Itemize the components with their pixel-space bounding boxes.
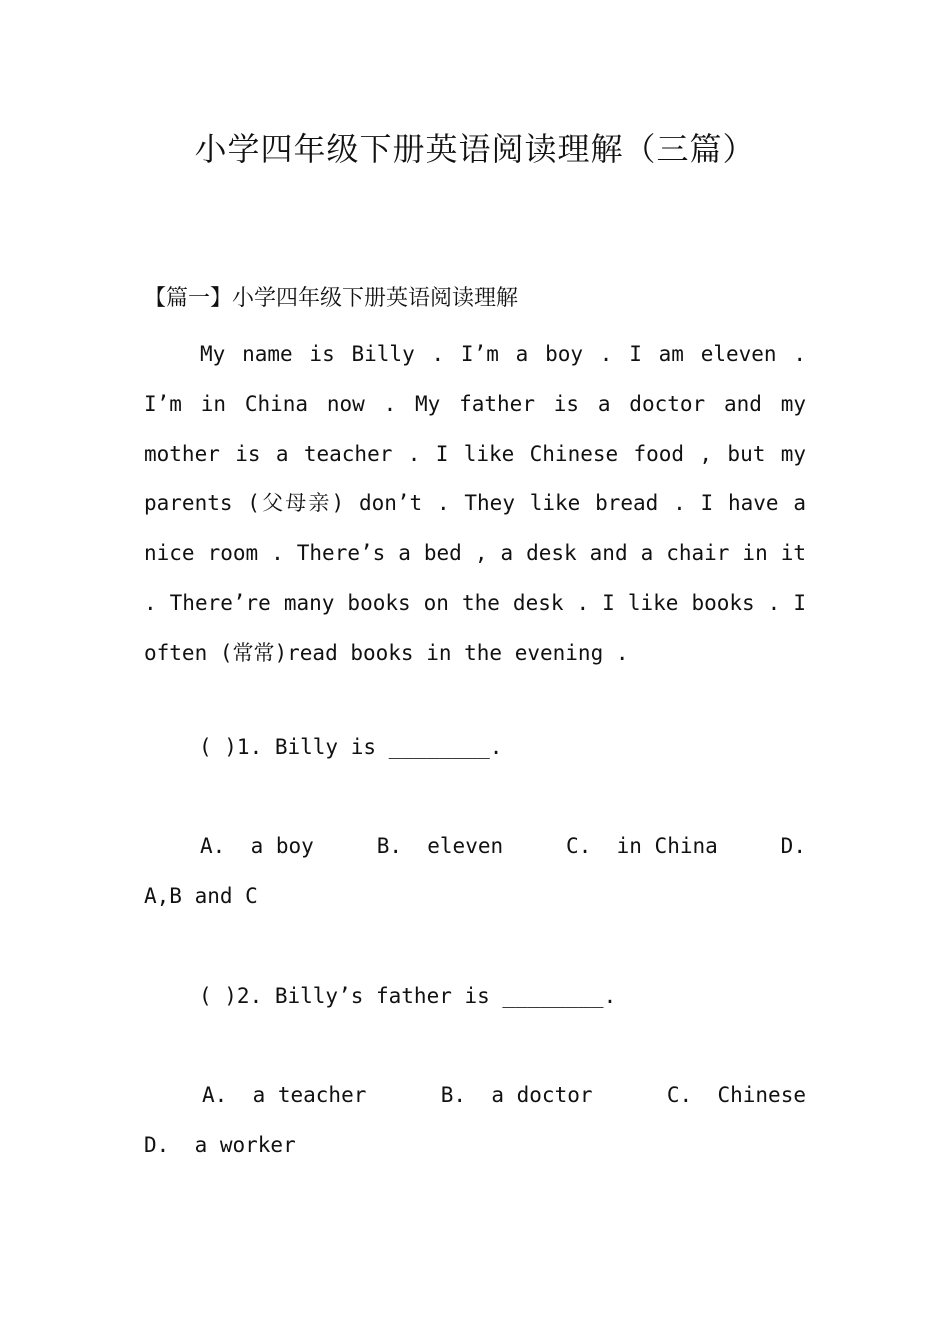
option-a: A. a teacher [202,1083,367,1107]
options-row [144,1071,806,1121]
section-heading: 【篇一】小学四年级下册英语阅读理解 [144,286,519,311]
option-d: D. [780,834,806,858]
option-c: C. Chinese [666,1083,806,1107]
reading-passage: My name is Billy . I’m a boy . I am eleven . I’m in China now . My father is a doctor and my mother is a teacher . I like Chinese food , but my parents (父母亲) don’t . They like bread . I have a nice room . There’s a bed , a desk and a chair in it . There’re many books on the desk . I like books . I often (常常)read books in the evening . [144,342,806,665]
document-title: 小学四年级下册英语阅读理解（三篇） [194,130,756,168]
option-c: C. in China [566,834,718,858]
options-row [144,822,806,872]
option-d: D. a worker [144,1132,296,1157]
option-d-text: A,B and C [144,883,258,908]
option-b: B. eleven [376,834,504,858]
question-1-options [144,822,806,922]
option-b: B. a doctor [440,1083,593,1107]
question-2: ( )2. Billy’s father is ________. [199,984,617,1008]
question-2-options [144,1071,806,1171]
option-a: A. a boy [200,834,314,858]
question-1: ( )1. Billy is ________. [199,735,503,759]
